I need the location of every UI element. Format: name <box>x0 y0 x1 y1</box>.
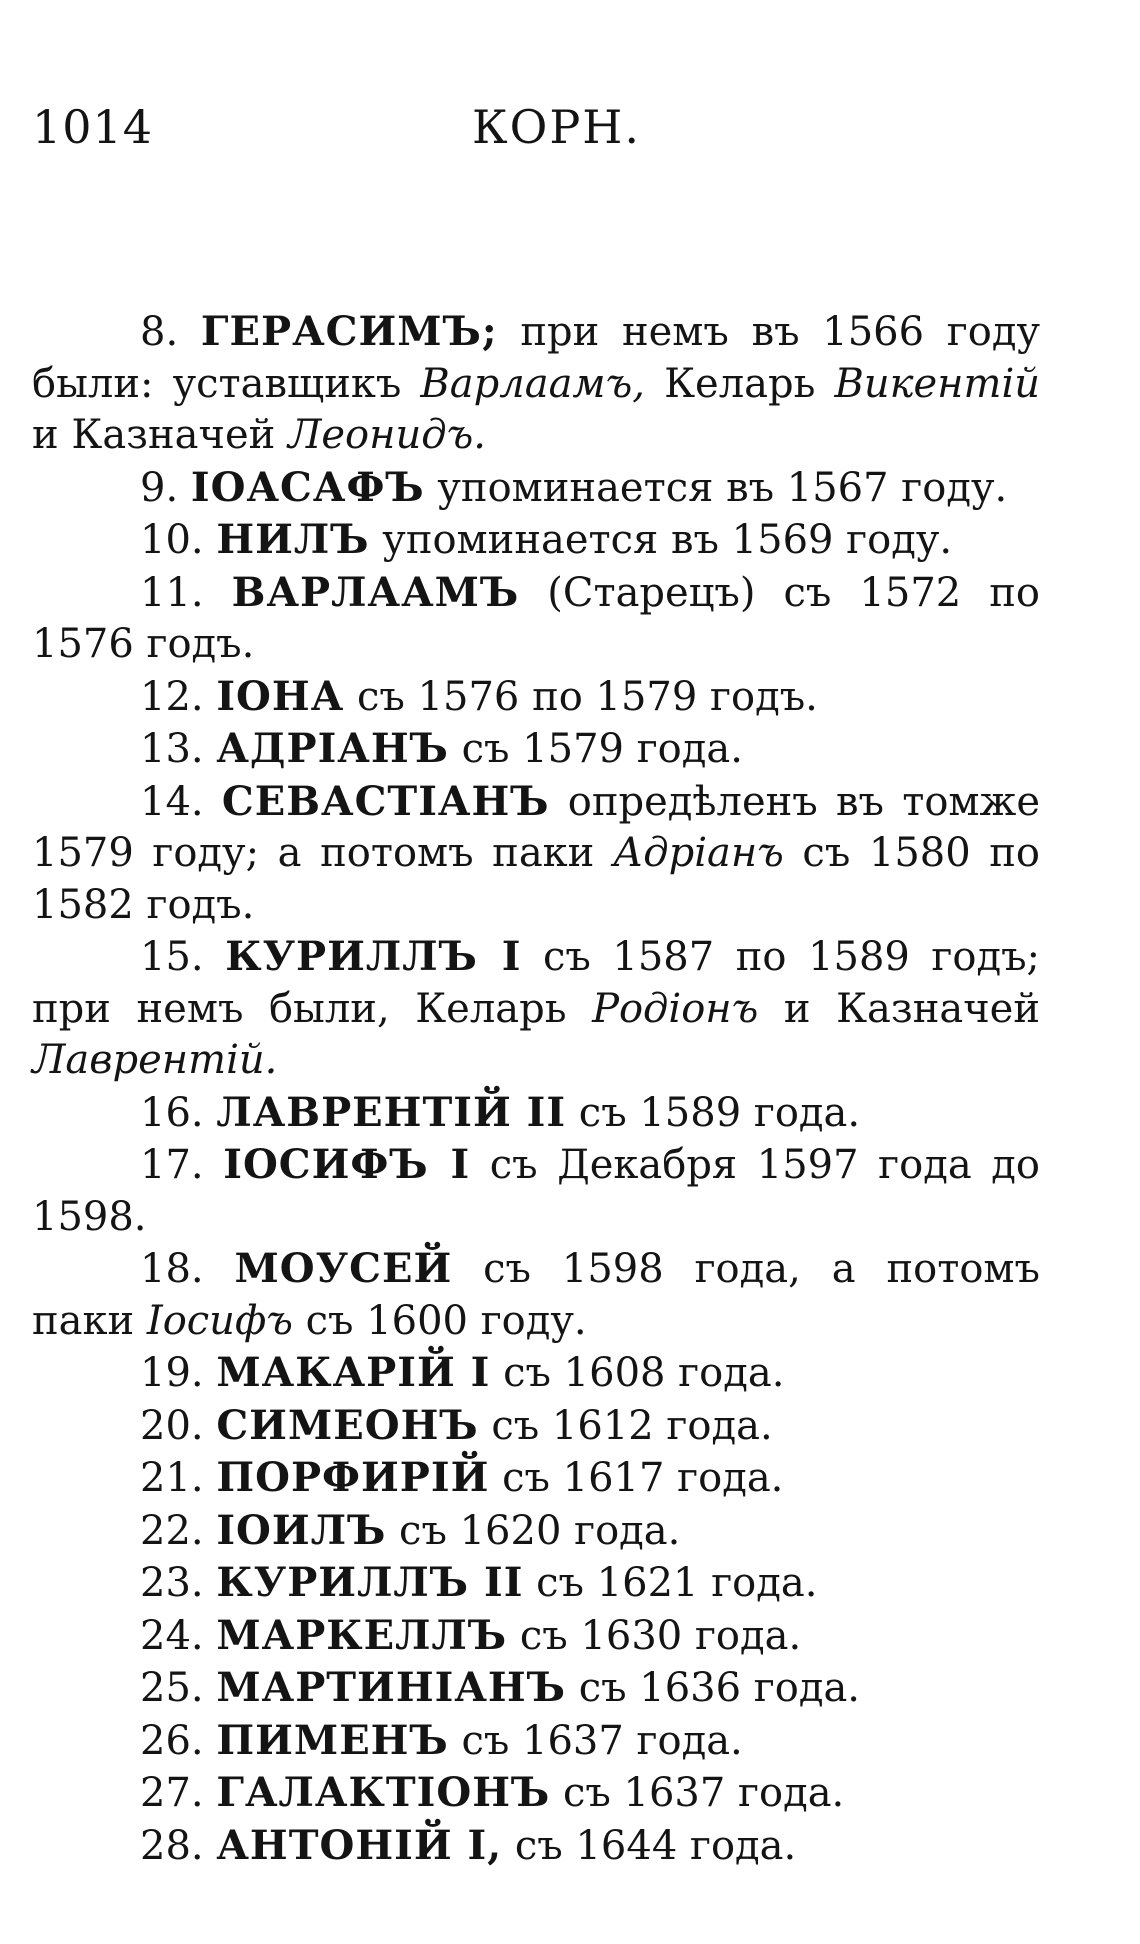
entry-text: съ 1587 по 1589 годъ; при немъ были, Келарь <box>32 934 1041 1032</box>
entry-number: 8. <box>140 309 179 355</box>
entry-number: 28. <box>140 1822 204 1869</box>
entry-number: 20. <box>140 1402 204 1449</box>
entry-name: АДРIАНЪ <box>216 725 449 772</box>
entry-text: съ 1612 года. <box>478 1402 773 1449</box>
entry-text: съ 1600 году. <box>292 1297 587 1344</box>
entry-number: 22. <box>140 1507 204 1554</box>
list-item <box>32 462 1040 515</box>
entry-name: ПИМЕНЪ <box>216 1716 449 1764</box>
entry-text: опредѣленъ въ томже 1579 году; а потомъ паки <box>32 778 1040 876</box>
list-item <box>32 1662 1040 1715</box>
entry-italic-name: Iосифъ <box>146 1297 293 1344</box>
entry-text: и Казначей <box>758 985 1040 1032</box>
list-item <box>32 1715 1040 1768</box>
list-item <box>32 1243 1040 1347</box>
list-item <box>32 1087 1040 1140</box>
list-item <box>32 1610 1040 1663</box>
list-item <box>32 306 1040 462</box>
entry-number: 11. <box>140 569 204 616</box>
entry-name: КУРИЛЛЪ I <box>225 933 522 980</box>
list-item <box>32 514 1040 567</box>
entry-italic-name: Родiонъ <box>592 985 759 1032</box>
entry-name: ПОРФИРIЙ <box>216 1454 490 1501</box>
list-item <box>32 1767 1040 1820</box>
entry-italic-name: Адрiанъ <box>612 830 784 876</box>
entry-italic-name: Варлаамъ, <box>420 360 645 407</box>
entry-number: 19. <box>140 1350 204 1396</box>
entry-name: СИМЕОНЪ <box>216 1401 479 1449</box>
entry-number: 17. <box>140 1142 204 1188</box>
list-item <box>32 1557 1040 1610</box>
entry-text: съ 1576 по 1579 годъ. <box>344 673 818 720</box>
entry-italic-name: Лаврентiй. <box>32 1037 278 1083</box>
entry-name: ГЕРАСИМЪ; <box>200 308 498 355</box>
entry-italic-name: Викентiй <box>834 360 1040 407</box>
entry-text: при немъ въ 1566 году были: уставщикъ <box>32 309 1040 407</box>
entry-name: НИЛЪ <box>216 516 370 563</box>
entry-text: съ 1598 года, а потомъ паки <box>32 1246 1040 1344</box>
entry-name: IОСИФЪ I <box>223 1141 471 1188</box>
entry-name: МОУСЕЙ <box>234 1245 453 1292</box>
entry-number: 9. <box>140 464 179 511</box>
entry-number: 25. <box>140 1665 204 1711</box>
entry-text: съ Декабря 1597 года до 1598. <box>32 1142 1040 1240</box>
book-page <box>0 100 1140 1944</box>
running-title: КОРН. <box>472 100 642 154</box>
entry-text: (Старецъ) съ 1572 по 1576 годъ. <box>32 569 1040 667</box>
entry-name: СЕВАСТIАНЪ <box>221 777 550 825</box>
list-item <box>32 1505 1040 1558</box>
entry-text: съ 1644 года. <box>502 1822 797 1869</box>
page-number: 1014 <box>32 100 154 154</box>
entry-number: 23. <box>140 1560 204 1606</box>
entry-number: 24. <box>140 1612 204 1659</box>
entry-text: съ 1637 года. <box>448 1717 743 1764</box>
list-item <box>32 567 1040 671</box>
entry-name: МАКАРIЙ I <box>216 1349 491 1396</box>
entry-number: 18. <box>140 1246 204 1292</box>
entry-text: съ 1630 года. <box>507 1612 802 1659</box>
entry-text: съ 1617 года. <box>489 1455 784 1501</box>
list-item <box>32 1820 1040 1873</box>
entry-number: 21. <box>140 1455 204 1501</box>
entry-number: 27. <box>140 1770 204 1816</box>
entry-name: IОНА <box>216 672 345 720</box>
running-head <box>32 100 1040 210</box>
entry-text: съ 1621 года. <box>523 1560 818 1606</box>
entry-name: ВАРЛААМЪ <box>231 568 520 616</box>
entry-text: и Казначей <box>32 412 288 458</box>
entry-number: 12. <box>140 673 204 720</box>
entry-text: съ 1636 года. <box>565 1665 861 1711</box>
entry-text: съ 1579 года. <box>448 726 743 772</box>
entry-number: 26. <box>140 1717 204 1764</box>
entry-number: 16. <box>140 1089 204 1136</box>
list-item <box>32 1347 1040 1400</box>
entry-name: МАРТИНIАНЪ <box>216 1664 566 1711</box>
entry-number: 15. <box>140 934 204 980</box>
list-item <box>32 776 1040 932</box>
entry-text: Келарь <box>644 360 835 407</box>
entry-name: КУРИЛЛЪ II <box>216 1559 524 1606</box>
list-item <box>32 1400 1040 1453</box>
entry-name: АНТОНIЙ I, <box>216 1821 503 1869</box>
list-item <box>32 723 1040 776</box>
list-item <box>32 931 1040 1087</box>
entry-name: МАРКЕЛЛЪ <box>216 1611 508 1659</box>
entry-number: 13. <box>140 726 204 772</box>
entry-name: IОАСАФЪ <box>190 463 425 511</box>
entry-text: упоминается въ 1567 году. <box>424 464 1008 511</box>
entry-number: 14. <box>140 778 204 825</box>
list-item <box>32 1139 1040 1243</box>
entry-italic-name: Леонидъ. <box>288 412 486 458</box>
entry-text: съ 1620 года. <box>386 1507 681 1554</box>
entry-text: съ 1608 года. <box>490 1350 785 1396</box>
entry-name: ЛАВРЕНТIЙ II <box>216 1088 567 1136</box>
entry-text: съ 1637 года. <box>550 1770 845 1816</box>
entry-text: съ 1589 года. <box>566 1089 861 1136</box>
entry-text: упоминается въ 1569 году. <box>369 517 953 563</box>
list-item <box>32 671 1040 724</box>
entry-name: ГАЛАКТIОНЪ <box>216 1769 551 1816</box>
list-item <box>32 1452 1040 1505</box>
entry-text: съ 1580 по 1582 годъ. <box>32 830 1040 928</box>
entry-name: IОИЛЪ <box>216 1506 387 1554</box>
entry-number: 10. <box>140 517 204 563</box>
entry-list <box>32 306 1040 1872</box>
